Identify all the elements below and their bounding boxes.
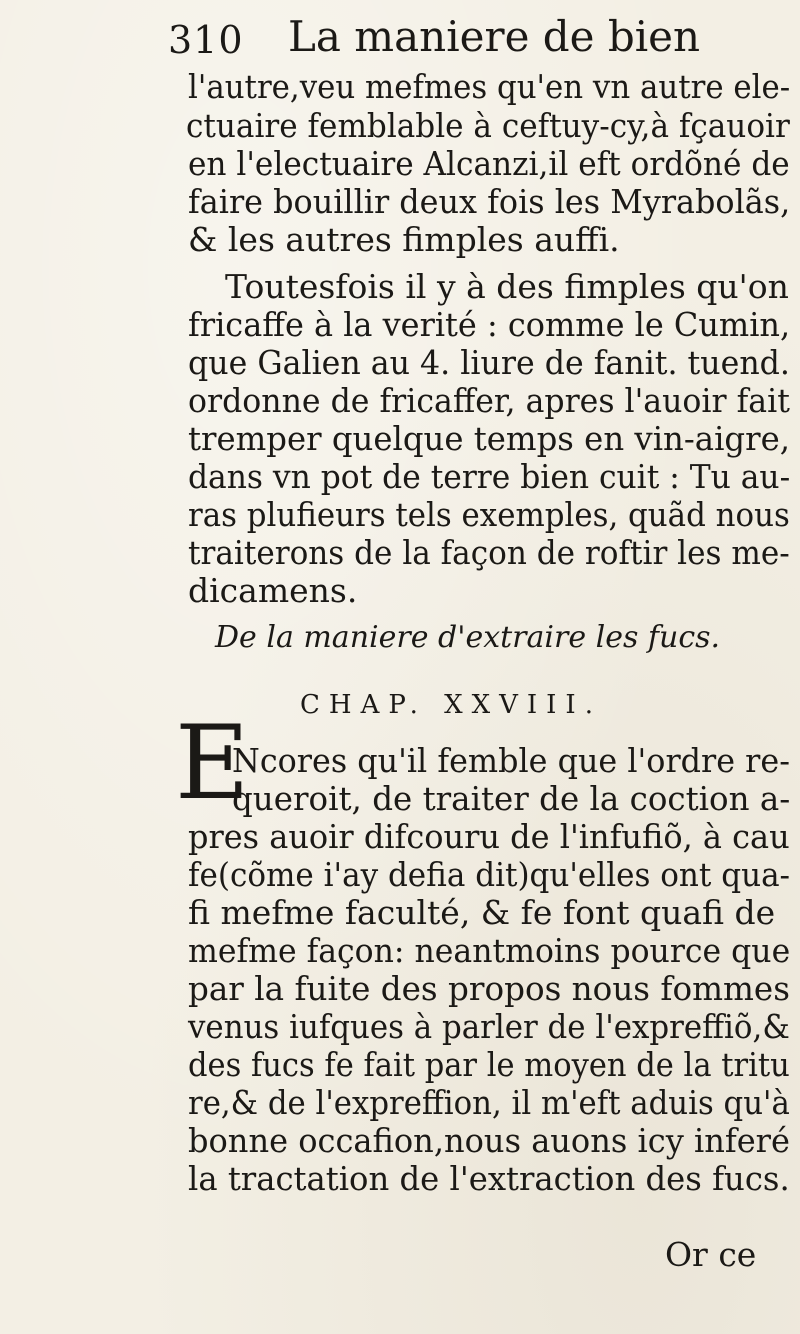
drop-cap: E [175, 704, 250, 823]
text-line: venus iufques à parler de l'expreffiõ,& [188, 1007, 790, 1046]
running-head: La maniere de bien [288, 12, 701, 61]
text-line: mefme façon: neantmoins pource que [188, 931, 791, 970]
text-line: & les autres fimples auffi. [188, 220, 620, 259]
text-line: la tractation de l'extraction des fucs. [188, 1159, 790, 1198]
text-line: ctuaire femblable à ceftuy-cy,à fçauoir [186, 106, 790, 145]
text-line: des fucs fe fait par le moyen de la tritu [188, 1045, 790, 1084]
text-line: traiterons de la façon de roftir les me- [188, 533, 790, 572]
catchword: Or ce [665, 1235, 757, 1274]
page-header [168, 12, 788, 68]
text-line: dicamens. [188, 571, 358, 610]
page-number: 310 [168, 18, 244, 62]
text-line: faire bouillir deux fois les Myrabolãs, [188, 182, 791, 221]
section-title: De la maniere d'extraire les fucs. [215, 620, 721, 655]
text-line: en l'electuaire Alcanzi,il eft ordõné de [188, 144, 790, 183]
text-line: par la fuite des propos nous fommes [188, 969, 790, 1008]
text-line: dans vn pot de terre bien cuit : Tu au- [188, 457, 791, 496]
text-line: Ncores qu'il femble que l'ordre re- [232, 741, 790, 780]
text-line: re,& de l'expreffion, il m'eft aduis qu'à [188, 1083, 790, 1122]
text-line: ras plufieurs tels exemples, quãd nous [188, 495, 790, 534]
text-line: ordonne de fricaffer, apres l'auoir fait [188, 381, 790, 420]
text-line: l'autre,veu mefmes qu'en vn autre ele- [188, 67, 791, 106]
text-line: fe(cõme i'ay defia dit)qu'elles ont qua- [188, 855, 791, 894]
text-line: bonne occafion,nous auons icy inferé [188, 1121, 790, 1160]
text-line: tremper quelque temps en vin-aigre, [188, 419, 791, 458]
chapter-heading: CHAP. XXVIII. [300, 690, 602, 720]
text-line: fi mefme faculté, & fe font quafi de [188, 893, 776, 932]
text-line: pres auoir difcouru de l'infufiõ, à cau [188, 817, 790, 856]
text-line: que Galien au 4. liure de fanit. tuend. [188, 343, 790, 382]
text-line: Toutesfois il y à des fimples qu'on [225, 267, 789, 306]
text-line: fricaffe à la verité : comme le Cumin, [188, 305, 791, 344]
text-line: queroit, de traiter de la coction a- [232, 779, 791, 818]
